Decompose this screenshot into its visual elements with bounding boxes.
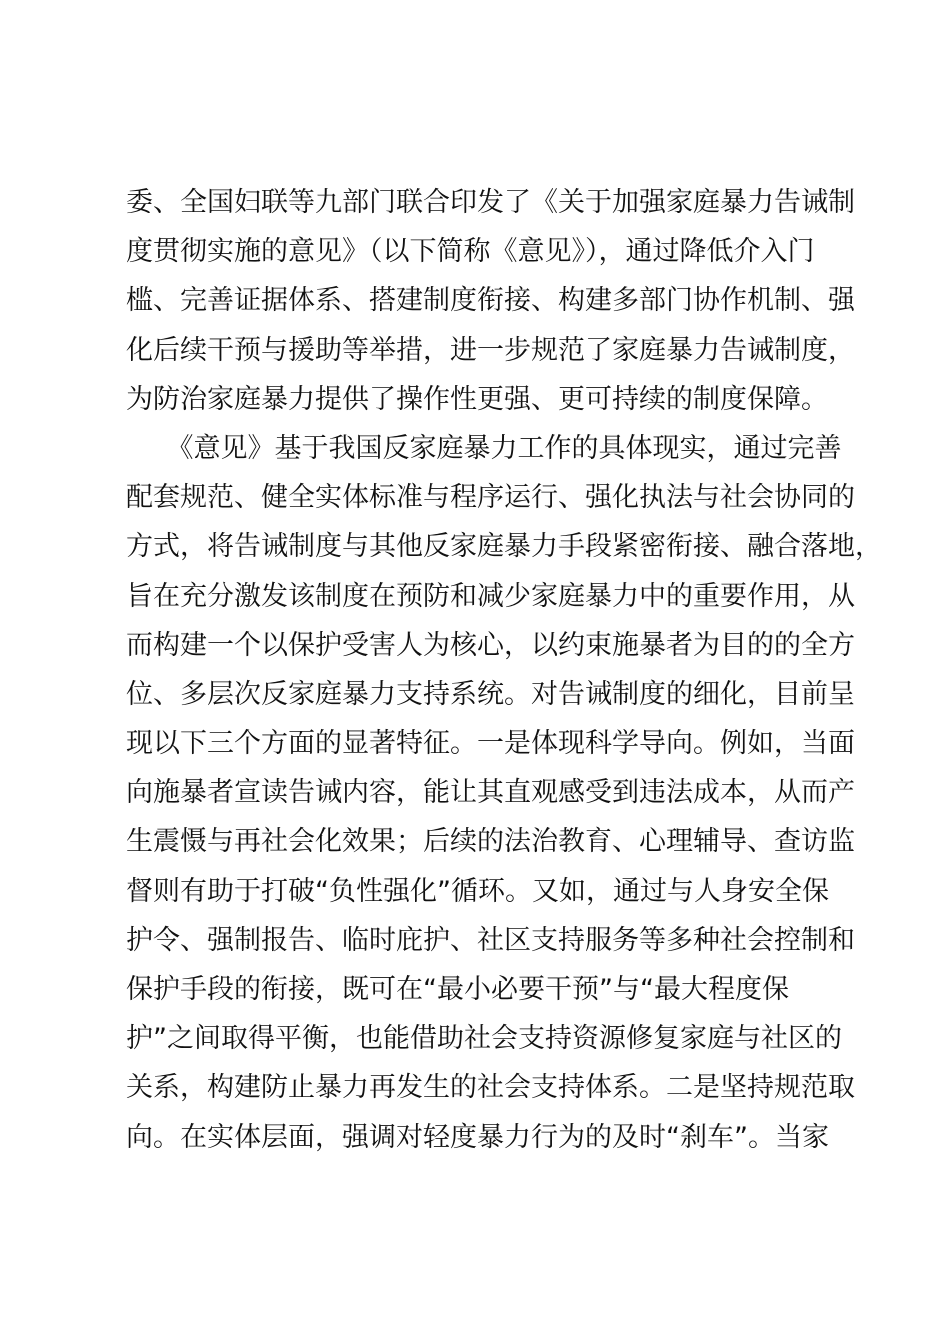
text-line: 保护手段的衔接，既可在“最小必要干预”与“最大程度保 bbox=[126, 974, 789, 1005]
text-line: 《意见》基于我国反家庭暴力工作的具体现实，通过完善 bbox=[126, 432, 842, 464]
text-line: 位、多层次反家庭暴力支持系统。对告诫制度的细化，目前呈 bbox=[126, 678, 855, 710]
text-line: 委、全国妇联等九部门联合印发了《关于加强家庭暴力告诫制 bbox=[126, 187, 855, 218]
text-line: 方式，将告诫制度与其他反家庭暴力手段紧密衔接、融合落地， bbox=[126, 531, 882, 563]
text-line: 向施暴者宣读告诫内容，能让其直观感受到违法成本，从而产 bbox=[126, 777, 855, 809]
text-line: 旨在充分激发该制度在预防和减少家庭暴力中的重要作用，从 bbox=[126, 580, 855, 612]
text-line: 生震慑与再社会化效果；后续的法治教育、心理辅导、查访监 bbox=[126, 826, 855, 858]
text-line: 度贯彻实施的意见》（以下简称《意见》），通过降低介入门 bbox=[126, 236, 815, 268]
text-line: 配套规范、健全实体标准与程序运行、强化执法与社会协同的 bbox=[126, 482, 855, 514]
text-line: 为防治家庭暴力提供了操作性更强、更可持续的制度保障。 bbox=[126, 383, 828, 415]
text-line: 现以下三个方面的显著特征。一是体现科学导向。例如，当面 bbox=[126, 728, 855, 760]
text-line: 而构建一个以保护受害人为核心，以约束施暴者为目的的全方 bbox=[126, 629, 855, 661]
text-line: 督则有助于打破“负性强化”循环。又如，通过与人身安全保 bbox=[126, 875, 829, 907]
text-line: 护令、强制报告、临时庇护、社区支持服务等多种社会控制和 bbox=[126, 924, 855, 956]
text-line: 护”之间取得平衡，也能借助社会支持资源修复家庭与社区的 bbox=[126, 1023, 842, 1055]
text-line: 化后续干预与援助等举措，进一步规范了家庭暴力告诫制度， bbox=[126, 334, 855, 366]
body-text bbox=[126, 178, 882, 1162]
text-line: 向。在实体层面，强调对轻度暴力行为的及时“刹车”。当家 bbox=[126, 1121, 829, 1153]
text-line: 关系，构建防止暴力再发生的社会支持体系。二是坚持规范取 bbox=[126, 1072, 855, 1104]
text-line: 槛、完善证据体系、搭建制度衔接、构建多部门协作机制、强 bbox=[126, 285, 855, 317]
